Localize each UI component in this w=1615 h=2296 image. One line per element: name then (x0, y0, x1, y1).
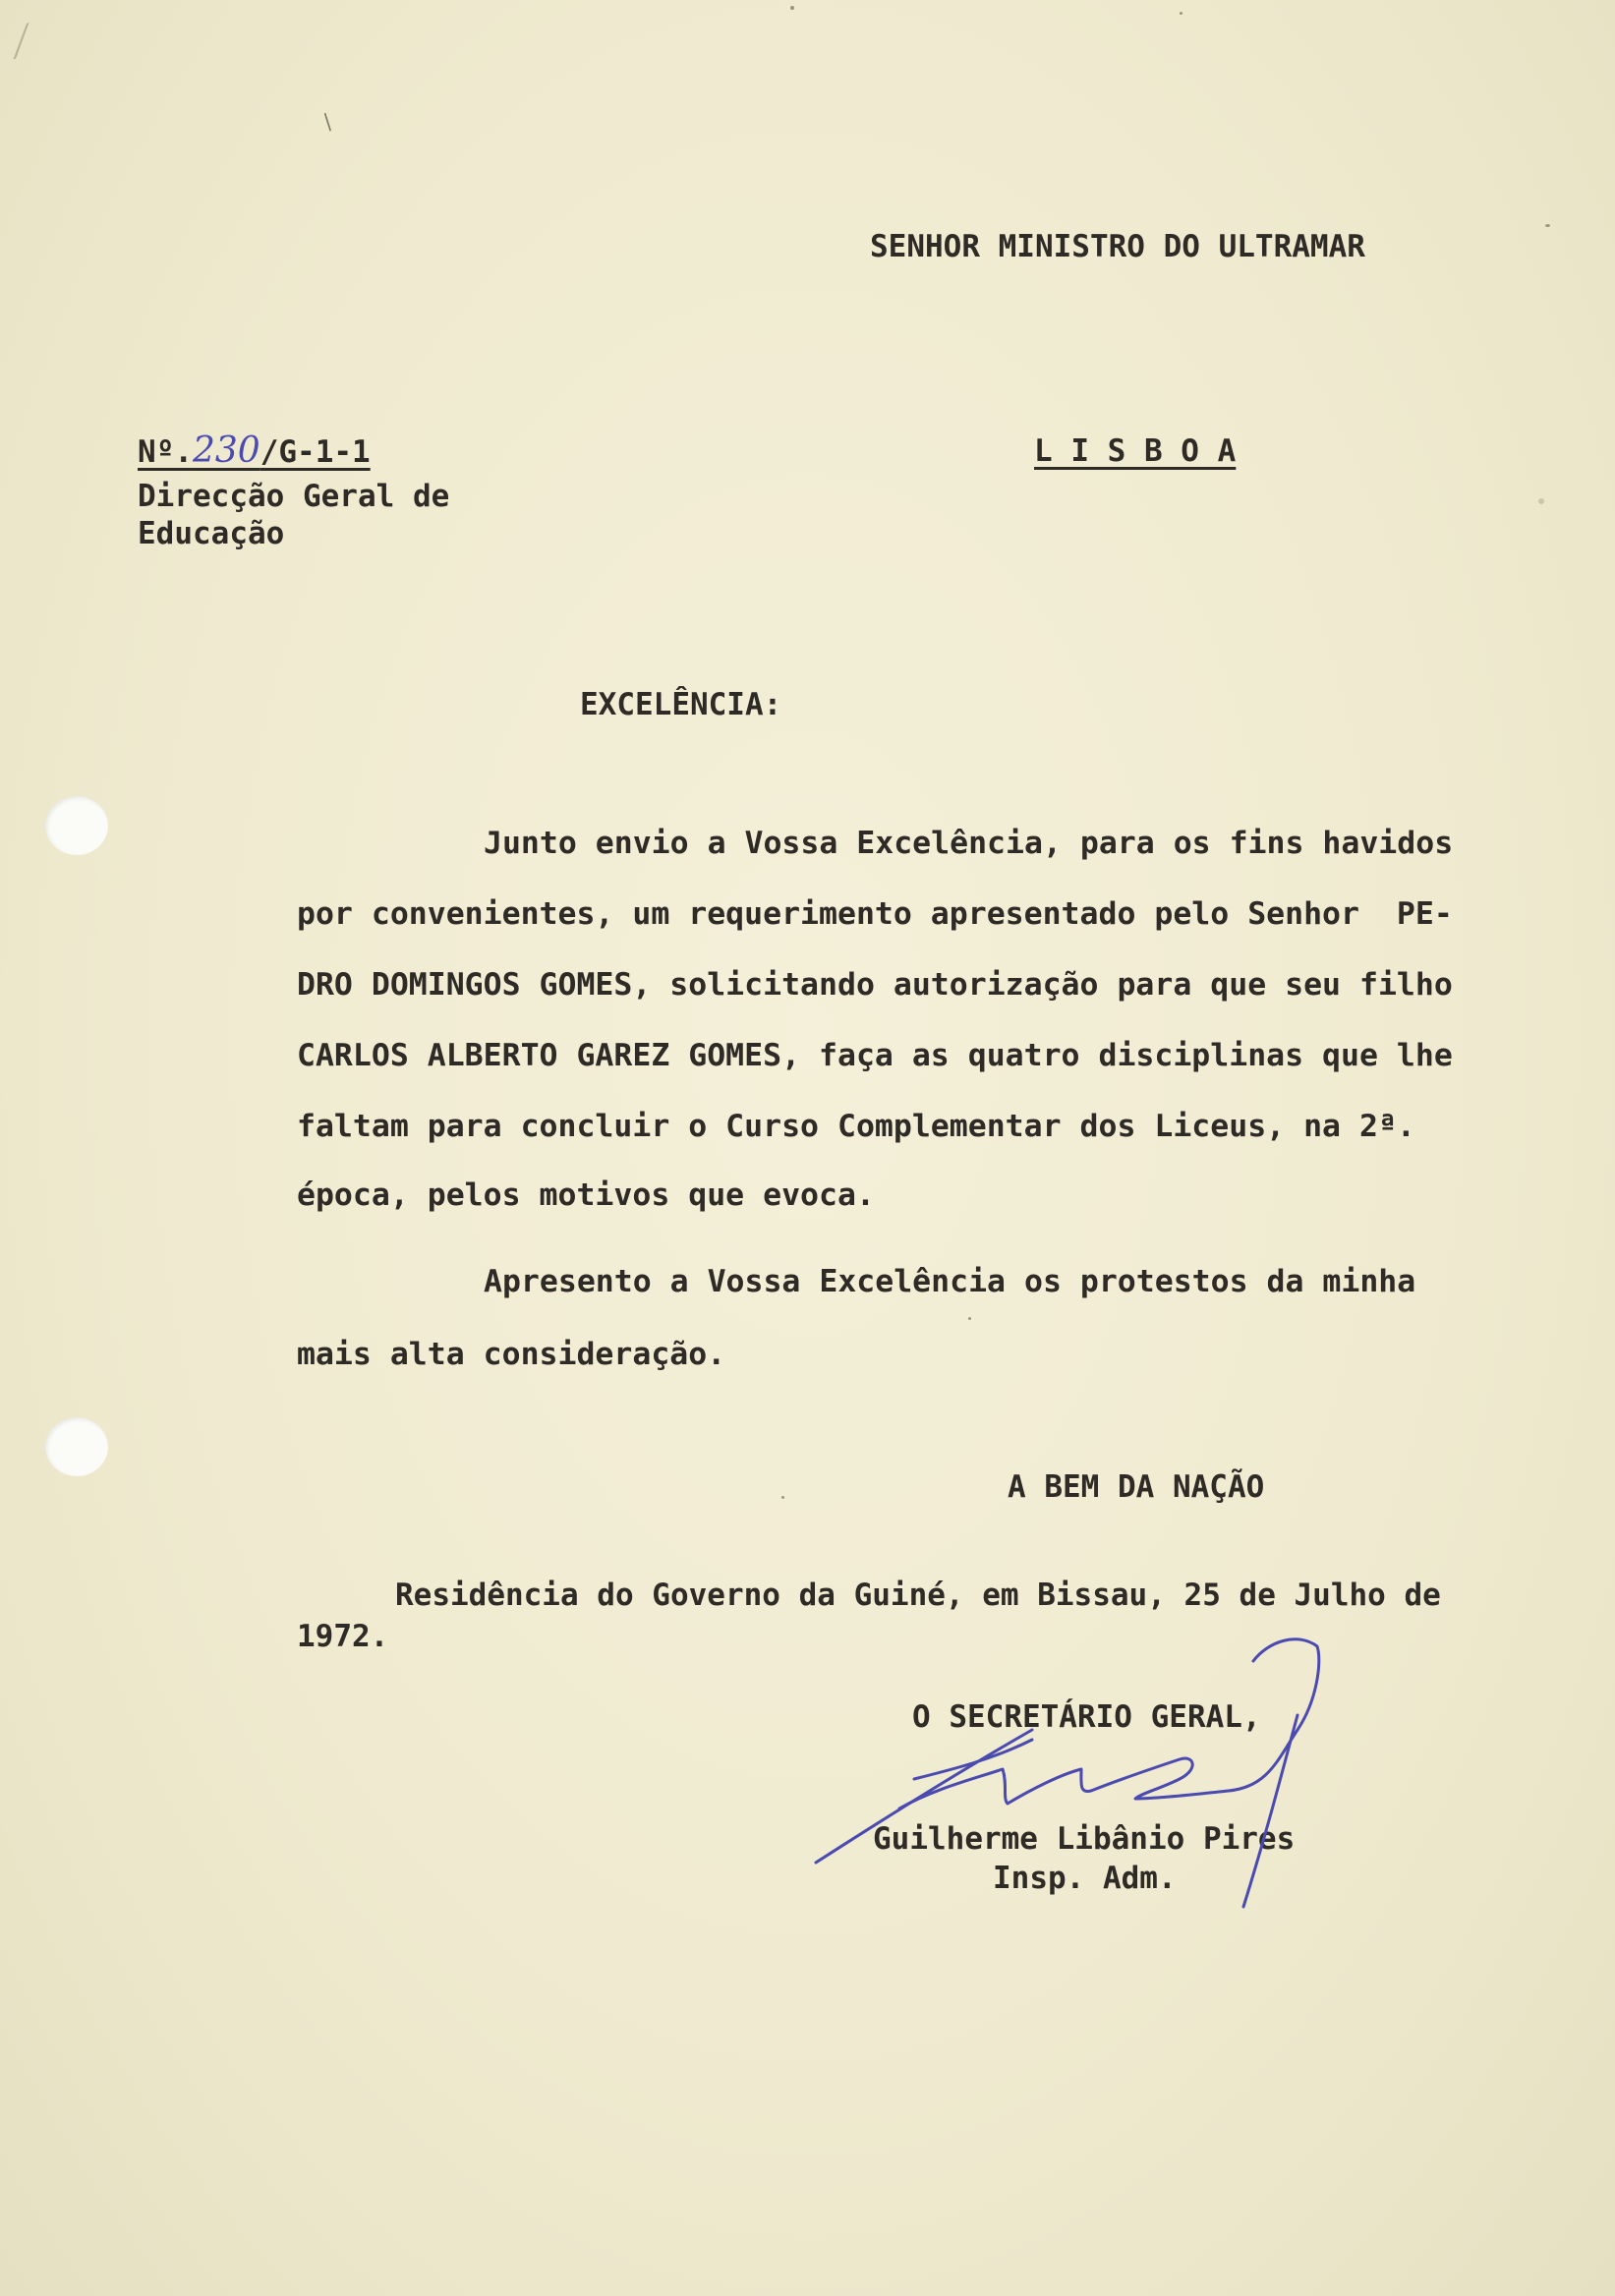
reference-suffix: /G-1-1 (260, 434, 371, 470)
paper-speck (1180, 12, 1182, 15)
body-line: Junto envio a Vossa Excelência, para os fins havidos (484, 826, 1454, 861)
closing-line: Apresento a Vossa Excelência os protestos da minha (484, 1264, 1416, 1299)
motto: A BEM DA NAÇÃO (1008, 1469, 1265, 1505)
paper-speck (781, 1496, 784, 1499)
department-line-1: Direcção Geral de (138, 479, 450, 514)
body-line: por convenientes, um requerimento apresentado pelo Senhor PE- (297, 896, 1453, 932)
city: L I S B O A (1034, 433, 1237, 469)
body-line: época, pelos motivos que evoca. (297, 1177, 875, 1213)
body-line: CARLOS ALBERTO GAREZ GOMES, faça as quatro disciplinas que lhe (297, 1038, 1453, 1073)
reference-prefix: Nº. (138, 434, 193, 470)
signatory-rank: Insp. Adm. (993, 1861, 1177, 1896)
handwritten-signature (806, 1622, 1415, 1917)
reference-handwritten-number: 230 (193, 430, 260, 471)
body-line: faltam para concluir o Curso Complementar dos Liceus, na 2ª. (297, 1109, 1415, 1144)
paper-speck (1545, 224, 1550, 227)
paper-speck (968, 1317, 971, 1320)
salutation: EXCELÊNCIA: (580, 687, 782, 722)
punch-hole (45, 796, 108, 855)
addressee: SENHOR MINISTRO DO ULTRAMAR (870, 229, 1365, 264)
place-date: Residência do Governo da Guiné, em Bissau, 25 de Julho de (395, 1578, 1441, 1613)
pencil-mark: / (317, 110, 338, 135)
punch-hole (45, 1417, 108, 1476)
signature-stroke (1243, 1715, 1298, 1907)
signatory-title: O SECRETÁRIO GERAL, (912, 1699, 1261, 1735)
body-line: DRO DOMINGOS GOMES, solicitando autorização para que seu filho (297, 967, 1453, 1003)
signature-stroke (914, 1740, 1032, 1779)
signature-stroke (899, 1639, 1319, 1808)
reference-number (138, 432, 371, 471)
department-line-2: Educação (138, 516, 285, 551)
paper-speck (790, 6, 794, 10)
paper-speck (1538, 498, 1544, 504)
closing-line: mais alta consideração. (297, 1337, 726, 1372)
signatory-name: Guilherme Libânio Pires (873, 1821, 1296, 1857)
place-date-year: 1972. (297, 1619, 389, 1654)
corner-fold: ⟋ (0, 16, 43, 69)
